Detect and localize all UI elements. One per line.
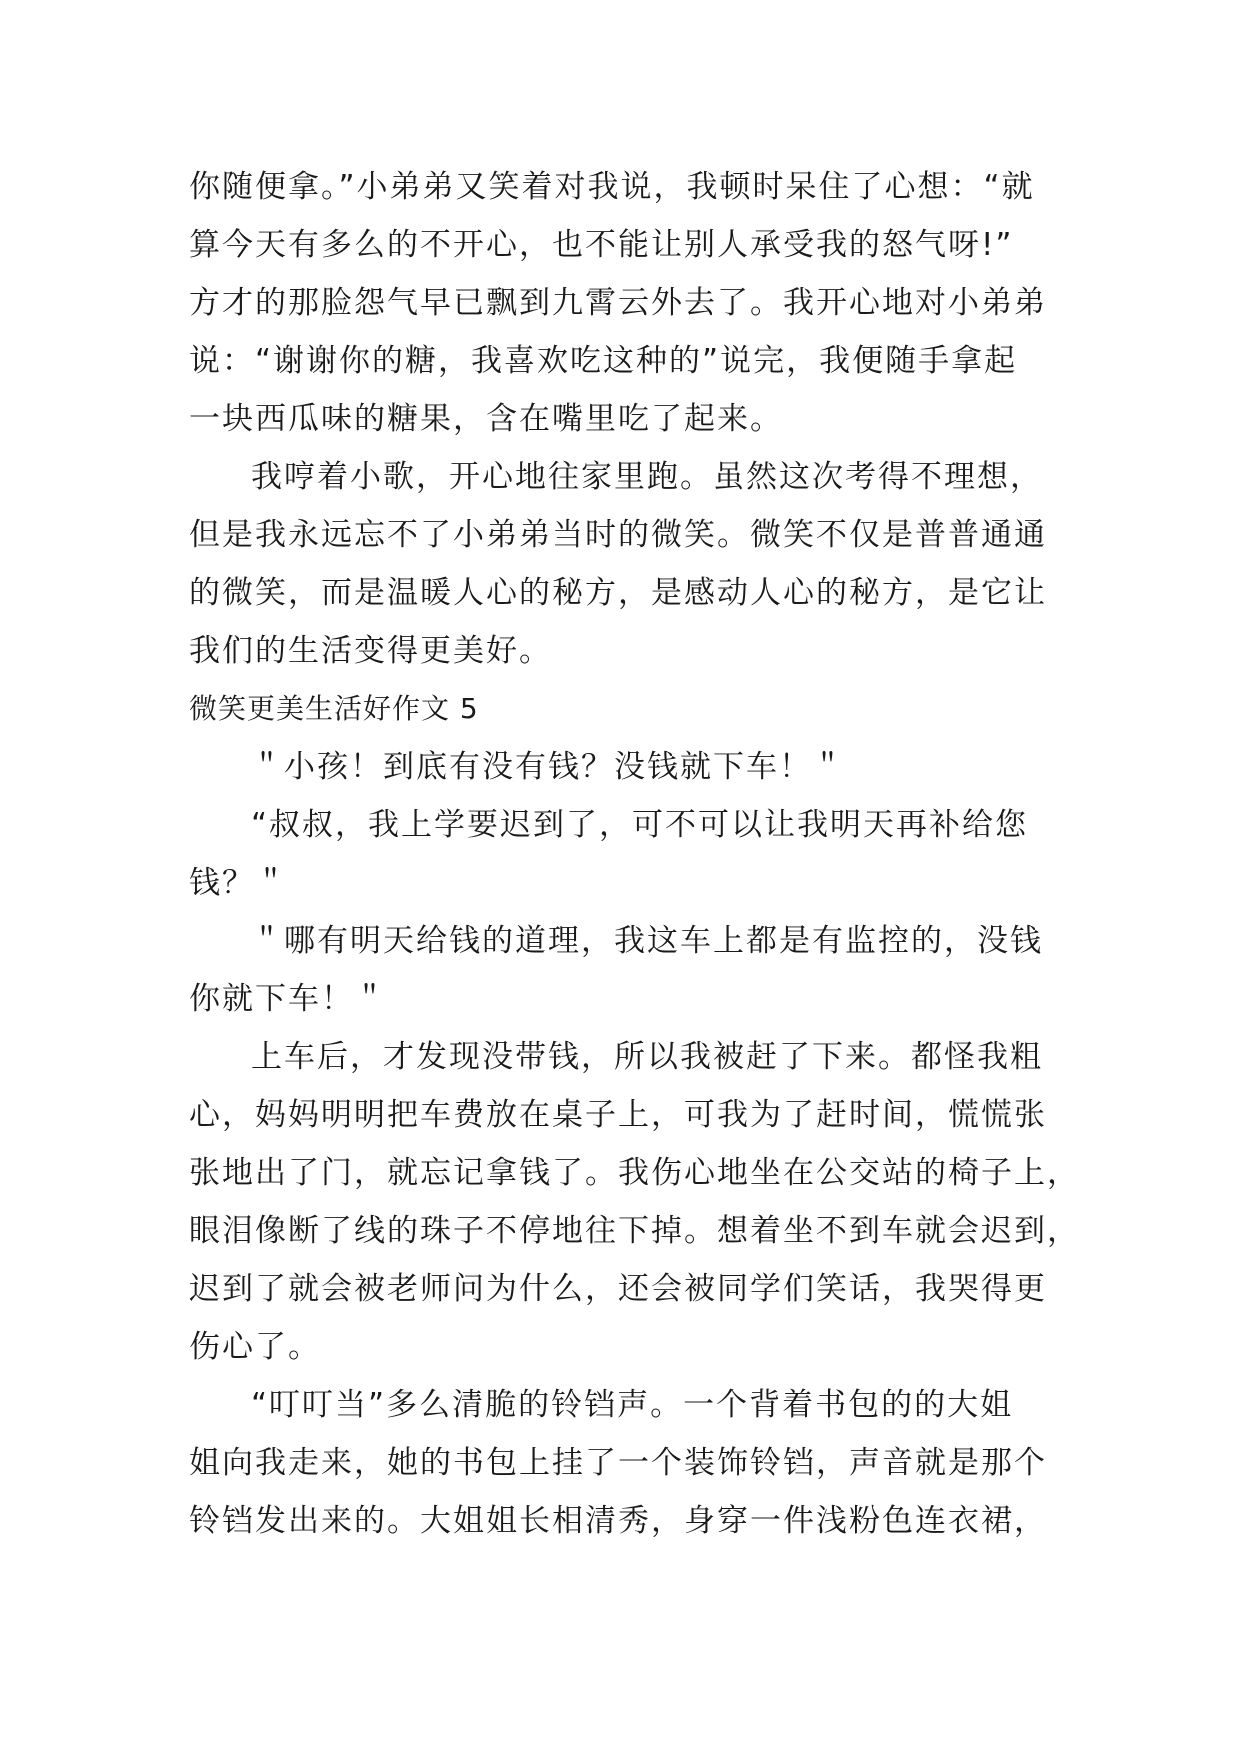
text-line: 你就下车！＂ xyxy=(189,981,387,1017)
paragraph-start-line: 上车后，才发现没带钱，所以我被赶了下来。都怪我粗 xyxy=(251,1039,1043,1075)
paragraph-start-line: “叔叔，我上学要迟到了，可不可以让我明天再补给您 xyxy=(251,807,1029,843)
text-line: 铃铛发出来的。大姐姐长相清秀，身穿一件浅粉色连衣裙， xyxy=(189,1503,1047,1539)
text-line: 的微笑，而是温暖人心的秘方，是感动人心的秘方，是它让 xyxy=(189,575,1047,611)
text-line: 迟到了就会被老师问为什么，还会被同学们笑话，我哭得更 xyxy=(189,1271,1047,1307)
paragraph-start-line: “叮叮当”多么清脆的铃铛声。一个背着书包的的大姐 xyxy=(251,1387,1014,1423)
text-line: 钱？＂ xyxy=(189,865,288,901)
text-line: 算今天有多么的不开心，也不能让别人承受我的怒气呀!” xyxy=(189,227,1014,263)
text-line: 你随便拿。”小弟弟又笑着对我说，我顿时呆住了心想：“就 xyxy=(189,169,1035,205)
paragraph-start-line: 我哼着小歌，开心地往家里跑。虽然这次考得不理想， xyxy=(251,459,1043,495)
text-line: 伤心了。 xyxy=(189,1329,321,1365)
text-line: 我们的生活变得更美好。 xyxy=(189,633,552,669)
document-body xyxy=(189,158,1080,1550)
text-line: 方才的那脸怨气早已飘到九霄云外去了。我开心地对小弟弟 xyxy=(189,285,1047,321)
text-line: 说：“谢谢你的糖，我喜欢吃这种的”说完，我便随手拿起 xyxy=(189,343,1018,379)
text-line: 心，妈妈明明把车费放在桌子上，可我为了赶时间，慌慌张 xyxy=(189,1097,1047,1133)
text-line: 张地出了门，就忘记拿钱了。我伤心地坐在公交站的椅子上， xyxy=(189,1155,1080,1191)
section-heading: 微笑更美生活好作文 5 xyxy=(189,692,479,725)
text-line: 但是我永远忘不了小弟弟当时的微笑。微笑不仅是普普通通 xyxy=(189,517,1047,553)
paragraph-start-line: ＂哪有明天给钱的道理，我这车上都是有监控的，没钱 xyxy=(251,923,1043,959)
text-line: 一块西瓜味的糖果，含在嘴里吃了起来。 xyxy=(189,401,783,437)
text-line: 眼泪像断了线的珠子不停地往下掉。想着坐不到车就会迟到， xyxy=(189,1213,1080,1249)
paragraph-start-line: ＂小孩！到底有没有钱？没钱就下车！＂ xyxy=(251,749,845,785)
text-line: 姐向我走来，她的书包上挂了一个装饰铃铛，声音就是那个 xyxy=(189,1445,1047,1481)
